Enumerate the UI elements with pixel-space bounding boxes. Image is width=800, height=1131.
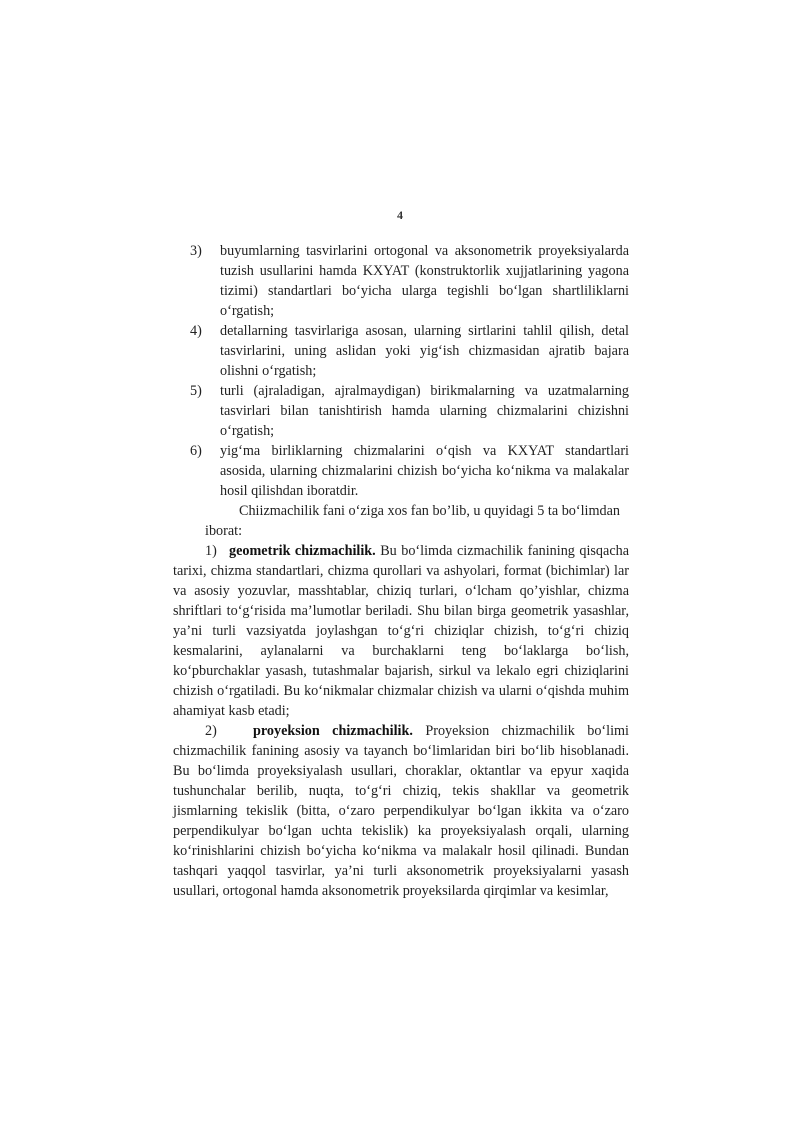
section-paragraph-geometric bbox=[173, 541, 629, 721]
section-number: 1) bbox=[205, 543, 217, 559]
list-item-number: 6) bbox=[190, 443, 202, 459]
section-title: proyeksion chizmachilik. bbox=[253, 723, 413, 739]
list-item-number: 3) bbox=[190, 243, 202, 259]
intro-line-1: Chiizmachilik fani o‘ziga xos fan bo’lib, u quyidagi 5 ta bo‘limdan bbox=[239, 503, 621, 519]
section-text: Bu bo‘limda cizmachilik fanining qisqacha tarixi, chizma standartlari, chizma qurollari va ashyolari, format (bichimlar) lar va asosiy yozuvlar, masshtablar, chiziq turlari, o‘lcham qo’yishlar, chizma shriftlari to‘g‘risida ma’lumotlar beriladi. Shu bilan birga geometrik yasashlar, ya’ni turli vazsiyatda joylashgan to‘g‘ri chiziqlar chizish, to‘g‘ri chiziq kesmalarini, aylanalarni va burchaklarni teng bo‘laklarga bo‘lish, ko‘pburchaklar yasash, tutashmalar bajarish, sirkul va lekalo egri chiziqlarini chizish o‘rgatiladi. Bu ko‘nikmalar chizmalar chizish va ularni o‘qishda muhim ahamiyat kasb etadi; bbox=[173, 543, 630, 719]
list-item bbox=[173, 381, 629, 441]
document-body bbox=[173, 241, 629, 901]
list-item-text: yig‘ma birliklarning chizmalarini o‘qish va KXYAT standartlari asosida, ularning chizmalarini chizish bo‘yicha ko‘nikma va malakalar hosil qilishdan iboratdir. bbox=[220, 443, 629, 499]
list-item-text: detallarning tasvirlariga asosan, ularning sirtlarini tahlil qilish, detal tasvirlarini, uning aslidan yoki yig‘ish chizmasidan ajratib bajara olishni o‘rgatish; bbox=[220, 323, 629, 379]
section-paragraph-projection bbox=[173, 721, 629, 901]
section-title: geometrik chizmachilik. bbox=[229, 543, 376, 559]
page-number: 4 bbox=[397, 208, 403, 222]
list-item bbox=[173, 241, 629, 321]
list-item bbox=[173, 321, 629, 381]
list-item-number: 4) bbox=[190, 323, 202, 339]
list-item-text: turli (ajraladigan, ajralmaydigan) birikmalarning va uzatmalarning tasvirlari bilan tanishtirish hamda ularning chizmalarini chizishni o‘rgatish; bbox=[220, 383, 629, 439]
list-item-text: buyumlarning tasvirlarini ortogonal va aksonometrik proyeksiyalarda tuzish usullarini hamda KXYAT (konstruktorlik xujjatlarining yagona tizimi) standartlari bo‘yicha ularga tegishli bo‘lgan shartliliklarni o‘rgatish; bbox=[220, 243, 629, 319]
section-number: 2) bbox=[205, 723, 217, 739]
list-item-number: 5) bbox=[190, 383, 202, 399]
section-text: Proyeksion chizmachilik bo‘limi chizmachilik fanining asosiy va tayanch bo‘limlaridan biri bo‘lib hisoblanadi. Bu bo‘limda proyeksiyalash usullari, choraklar, oktantlar va epyur xaqida tushunchalar berilib, nuqta, to‘g‘ri chiziq, tekis shakllar va geometrik jismlarning tekislik (bitta, o‘zaro perpendikulyar bo‘lgan ikkita va o‘zaro perpendikulyar bo‘lgan uchta tekislik) ka proyeksiyalash orqali, ularning ko‘rinishlarini chizish bo‘yicha ko‘nikma va malakalr hosil qilinadi. Bundan tashqari yaqqol tasvirlar, ya’ni turli aksonometrik proyeksiyalarni yasash usullari, ortogonal hamda aksonometrik proyeksilarda qirqimlar va kesimlar, bbox=[173, 723, 629, 899]
intro-line-2: iborat: bbox=[205, 523, 243, 539]
list-item bbox=[173, 441, 629, 501]
intro-paragraph bbox=[173, 501, 629, 541]
